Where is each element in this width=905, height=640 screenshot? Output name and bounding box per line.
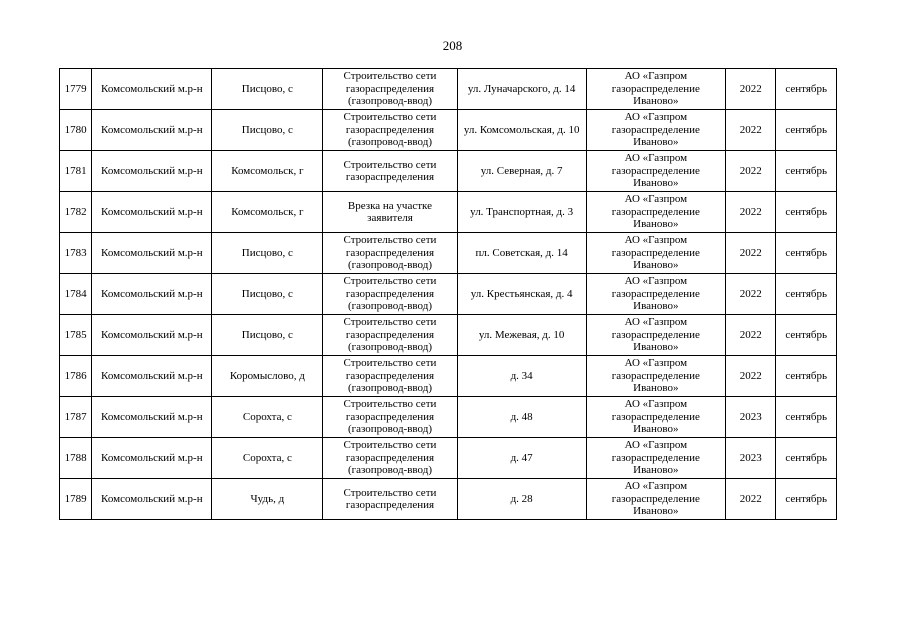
organization-cell: АО «Газпром газораспределение Иваново» bbox=[586, 479, 725, 520]
month-cell: сентябрь bbox=[776, 479, 837, 520]
work-type-cell: Врезка на участке заявителя bbox=[323, 192, 457, 233]
address-cell: ул. Межевая, д. 10 bbox=[457, 315, 586, 356]
work-type-cell: Строительство сети газораспределения (газопровод-ввод) bbox=[323, 356, 457, 397]
work-type-cell: Строительство сети газораспределения (газопровод-ввод) bbox=[323, 274, 457, 315]
address-cell: д. 34 bbox=[457, 356, 586, 397]
year-cell: 2022 bbox=[725, 69, 775, 110]
work-type-cell: Строительство сети газораспределения (газопровод-ввод) bbox=[323, 315, 457, 356]
organization-cell: АО «Газпром газораспределение Иваново» bbox=[586, 315, 725, 356]
year-cell: 2023 bbox=[725, 438, 775, 479]
address-cell: д. 47 bbox=[457, 438, 586, 479]
organization-cell: АО «Газпром газораспределение Иваново» bbox=[586, 69, 725, 110]
locality-cell: Чудь, д bbox=[212, 479, 323, 520]
year-cell: 2022 bbox=[725, 233, 775, 274]
row-number-cell: 1785 bbox=[60, 315, 92, 356]
work-type-cell: Строительство сети газораспределения (газопровод-ввод) bbox=[323, 233, 457, 274]
table-row bbox=[60, 233, 837, 274]
gas-connection-table bbox=[59, 68, 837, 520]
locality-cell: Коромыслово, д bbox=[212, 356, 323, 397]
month-cell: сентябрь bbox=[776, 192, 837, 233]
table-row bbox=[60, 69, 837, 110]
row-number-cell: 1781 bbox=[60, 151, 92, 192]
table-row bbox=[60, 315, 837, 356]
table-row bbox=[60, 192, 837, 233]
district-cell: Комсомольский м.р-н bbox=[92, 110, 212, 151]
organization-cell: АО «Газпром газораспределение Иваново» bbox=[586, 110, 725, 151]
address-cell: ул. Комсомольская, д. 10 bbox=[457, 110, 586, 151]
month-cell: сентябрь bbox=[776, 438, 837, 479]
row-number-cell: 1788 bbox=[60, 438, 92, 479]
address-cell: ул. Крестьянская, д. 4 bbox=[457, 274, 586, 315]
district-cell: Комсомольский м.р-н bbox=[92, 69, 212, 110]
table-body bbox=[60, 69, 837, 520]
organization-cell: АО «Газпром газораспределение Иваново» bbox=[586, 274, 725, 315]
row-number-cell: 1779 bbox=[60, 69, 92, 110]
locality-cell: Комсомольск, г bbox=[212, 192, 323, 233]
organization-cell: АО «Газпром газораспределение Иваново» bbox=[586, 151, 725, 192]
year-cell: 2023 bbox=[725, 397, 775, 438]
district-cell: Комсомольский м.р-н bbox=[92, 233, 212, 274]
year-cell: 2022 bbox=[725, 315, 775, 356]
row-number-cell: 1780 bbox=[60, 110, 92, 151]
organization-cell: АО «Газпром газораспределение Иваново» bbox=[586, 397, 725, 438]
organization-cell: АО «Газпром газораспределение Иваново» bbox=[586, 356, 725, 397]
table-row bbox=[60, 151, 837, 192]
work-type-cell: Строительство сети газораспределения (газопровод-ввод) bbox=[323, 397, 457, 438]
work-type-cell: Строительство сети газораспределения bbox=[323, 151, 457, 192]
row-number-cell: 1789 bbox=[60, 479, 92, 520]
organization-cell: АО «Газпром газораспределение Иваново» bbox=[586, 192, 725, 233]
row-number-cell: 1782 bbox=[60, 192, 92, 233]
table-row bbox=[60, 438, 837, 479]
district-cell: Комсомольский м.р-н bbox=[92, 274, 212, 315]
table-row bbox=[60, 479, 837, 520]
month-cell: сентябрь bbox=[776, 315, 837, 356]
row-number-cell: 1783 bbox=[60, 233, 92, 274]
year-cell: 2022 bbox=[725, 192, 775, 233]
district-cell: Комсомольский м.р-н bbox=[92, 479, 212, 520]
page-number: 208 bbox=[442, 38, 463, 53]
work-type-cell: Строительство сети газораспределения bbox=[323, 479, 457, 520]
district-cell: Комсомольский м.р-н bbox=[92, 192, 212, 233]
work-type-cell: Строительство сети газораспределения (газопровод-ввод) bbox=[323, 110, 457, 151]
address-cell: ул. Северная, д. 7 bbox=[457, 151, 586, 192]
locality-cell: Сорохта, с bbox=[212, 397, 323, 438]
address-cell: пл. Советская, д. 14 bbox=[457, 233, 586, 274]
year-cell: 2022 bbox=[725, 479, 775, 520]
organization-cell: АО «Газпром газораспределение Иваново» bbox=[586, 438, 725, 479]
table-row bbox=[60, 356, 837, 397]
locality-cell: Писцово, с bbox=[212, 315, 323, 356]
month-cell: сентябрь bbox=[776, 397, 837, 438]
table-row bbox=[60, 274, 837, 315]
month-cell: сентябрь bbox=[776, 151, 837, 192]
work-type-cell: Строительство сети газораспределения (газопровод-ввод) bbox=[323, 69, 457, 110]
locality-cell: Комсомольск, г bbox=[212, 151, 323, 192]
locality-cell: Сорохта, с bbox=[212, 438, 323, 479]
district-cell: Комсомольский м.р-н bbox=[92, 397, 212, 438]
year-cell: 2022 bbox=[725, 356, 775, 397]
work-type-cell: Строительство сети газораспределения (газопровод-ввод) bbox=[323, 438, 457, 479]
locality-cell: Писцово, с bbox=[212, 69, 323, 110]
month-cell: сентябрь bbox=[776, 233, 837, 274]
year-cell: 2022 bbox=[725, 151, 775, 192]
address-cell: ул. Луначарского, д. 14 bbox=[457, 69, 586, 110]
locality-cell: Писцово, с bbox=[212, 233, 323, 274]
table-row bbox=[60, 397, 837, 438]
locality-cell: Писцово, с bbox=[212, 274, 323, 315]
month-cell: сентябрь bbox=[776, 356, 837, 397]
row-number-cell: 1787 bbox=[60, 397, 92, 438]
row-number-cell: 1784 bbox=[60, 274, 92, 315]
organization-cell: АО «Газпром газораспределение Иваново» bbox=[586, 233, 725, 274]
month-cell: сентябрь bbox=[776, 69, 837, 110]
month-cell: сентябрь bbox=[776, 274, 837, 315]
row-number-cell: 1786 bbox=[60, 356, 92, 397]
address-cell: д. 28 bbox=[457, 479, 586, 520]
address-cell: ул. Транспортная, д. 3 bbox=[457, 192, 586, 233]
district-cell: Комсомольский м.р-н bbox=[92, 315, 212, 356]
district-cell: Комсомольский м.р-н bbox=[92, 356, 212, 397]
district-cell: Комсомольский м.р-н bbox=[92, 438, 212, 479]
year-cell: 2022 bbox=[725, 274, 775, 315]
locality-cell: Писцово, с bbox=[212, 110, 323, 151]
table-row bbox=[60, 110, 837, 151]
address-cell: д. 48 bbox=[457, 397, 586, 438]
year-cell: 2022 bbox=[725, 110, 775, 151]
month-cell: сентябрь bbox=[776, 110, 837, 151]
district-cell: Комсомольский м.р-н bbox=[92, 151, 212, 192]
